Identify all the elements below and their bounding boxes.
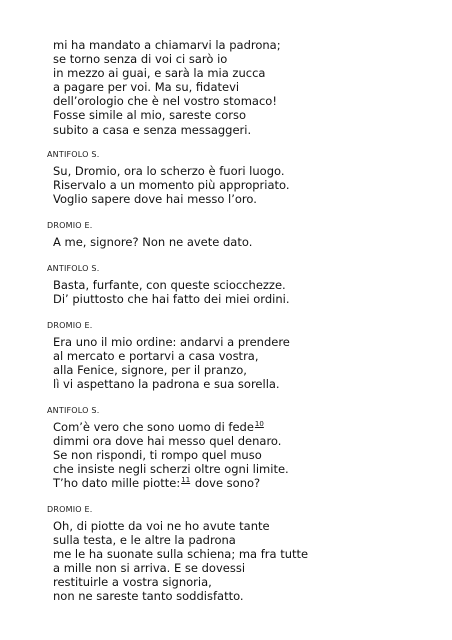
verse-line: Su, Dromio, ora lo scherzo è fuori luogo. xyxy=(53,164,285,178)
verse-line: sulla testa, e le altre la padrona xyxy=(53,533,236,548)
verse-lines xyxy=(53,38,447,137)
verse-line: me le ha suonate sulla schiena; ma fra tutte xyxy=(53,547,309,562)
verse-line: A me, signore? Non ne avete dato. xyxy=(53,235,253,249)
speaker-name: DROMIO E. xyxy=(47,221,93,230)
verse-line xyxy=(53,420,447,434)
footnote-ref-10[interactable]: 10 xyxy=(254,420,264,428)
speaker-name: DROMIO E. xyxy=(47,321,93,330)
verse-line: Voglio sapere dove hai messo l’oro. xyxy=(53,192,257,207)
speech-block xyxy=(47,321,447,391)
speech-block xyxy=(47,505,447,604)
verse-lines xyxy=(53,235,447,249)
verse-line: mi ha mandato a chiamarvi la padrona; xyxy=(53,38,281,52)
footnote-ref-11[interactable]: 11 xyxy=(181,476,191,485)
speaker-name: ANTIFOLO S. xyxy=(47,406,100,415)
verse-line: Se non rispondi, ti rompo quel muso xyxy=(53,448,262,463)
verse-line: al mercato e portarvi a casa vostra, xyxy=(53,349,259,364)
speech-block xyxy=(47,406,447,490)
verse-line: Fosse simile al mio, sareste corso xyxy=(53,108,247,123)
verse-lines xyxy=(53,278,447,306)
verse-line: alla Fenice, signore, per il pranzo, xyxy=(53,363,247,378)
verse-lines xyxy=(53,420,447,490)
verse-lines xyxy=(53,519,447,604)
verse-line: dell’orologio che è nel vostro stomaco! xyxy=(53,94,277,109)
verse-line: Di’ piuttosto che hai fatto dei miei ordini. xyxy=(53,292,290,307)
verse-line: Riservalo a un momento più appropriato. xyxy=(53,178,290,193)
verse-line: se torno senza di voi ci sarò io xyxy=(53,52,228,67)
speech-block xyxy=(47,221,447,249)
verse-line: che insiste negli scherzi oltre ogni limite. xyxy=(53,462,289,477)
verse-line: a pagare per voi. Ma su, fidatevi xyxy=(53,80,240,95)
verse-lines xyxy=(53,335,447,391)
verse-line: non ne sareste tanto soddisfatto. xyxy=(53,589,244,604)
verse-line: a mille non si arriva. E se dovessi xyxy=(53,561,246,576)
verse-line: Era uno il mio ordine: andarvi a prendere xyxy=(53,335,290,349)
verse-line: in mezzo ai guai, e sarà la mia zucca xyxy=(53,66,266,81)
speech-block xyxy=(47,264,447,306)
verse-lines xyxy=(53,164,447,206)
speech-block xyxy=(47,150,447,206)
verse-block xyxy=(47,38,447,137)
speaker-name: ANTIFOLO S. xyxy=(47,264,100,273)
verse-line: restituirle a vostra signoria, xyxy=(53,575,212,590)
verse-line: Basta, furfante, con queste sciocchezze. xyxy=(53,278,286,292)
verse-text: dove sono? xyxy=(194,476,261,491)
speaker-name: DROMIO E. xyxy=(47,505,93,514)
verse-line: lì vi aspettano la padrona e sua sorella. xyxy=(53,377,280,392)
speaker-name: ANTIFOLO S. xyxy=(47,150,100,159)
verse-line xyxy=(53,476,447,490)
verse-line: dimmi ora dove hai messo quel denaro. xyxy=(53,434,282,449)
verse-text: T’ho dato mille piotte: xyxy=(53,476,181,491)
verse-line: Oh, di piotte da voi ne ho avute tante xyxy=(53,519,270,533)
verse-line: subito a casa e senza messaggeri. xyxy=(53,122,252,137)
verse-text: Com’è vero che sono uomo di fede xyxy=(53,420,254,434)
